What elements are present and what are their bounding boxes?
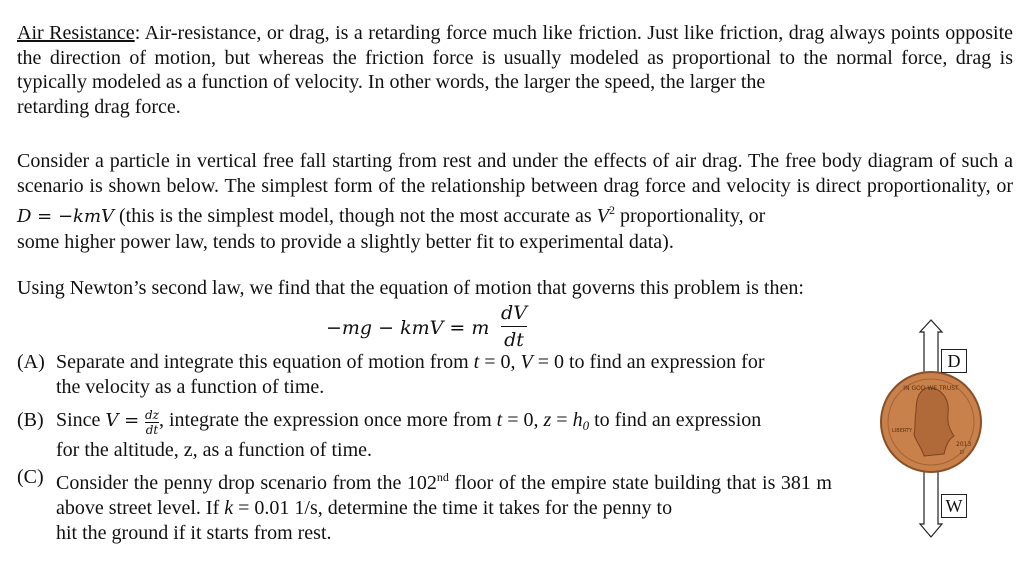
part-b-z-var: z bbox=[543, 409, 552, 431]
part-c-text-1: Consider the penny drop scenario from the 102 bbox=[56, 472, 437, 494]
coin-year: 2013 bbox=[956, 441, 972, 448]
consider-text-2: (this is the simplest model, though not the most accurate as bbox=[114, 205, 597, 227]
part-b-body bbox=[56, 408, 832, 463]
part-c-last-line: hit the ground if it starts from rest. bbox=[56, 522, 332, 544]
part-b-h-var: h bbox=[572, 409, 583, 431]
part-b-text-2: , integrate the expression once more from bbox=[158, 409, 497, 431]
coin-liberty: LIBERTY bbox=[892, 428, 913, 434]
newton-paragraph bbox=[17, 276, 1013, 301]
coin-mint-mark: D bbox=[960, 450, 964, 456]
part-b-text-5: to find an expression bbox=[589, 409, 762, 431]
part-b-denominator: dt bbox=[145, 423, 159, 437]
part-c-superscript: nd bbox=[436, 470, 449, 484]
intro-heading: Air Resistance bbox=[17, 22, 135, 44]
part-b-text-4: = bbox=[551, 409, 573, 431]
part-b-text-1: Since bbox=[56, 409, 106, 431]
part-c-text-2: floor of the empire state building that is 381 m above street level. If bbox=[56, 472, 832, 519]
weight-arrow bbox=[920, 464, 942, 537]
fraction-bar bbox=[501, 326, 527, 327]
part-a-t-var: t bbox=[473, 351, 480, 373]
part-a-text-3: = 0 to find an expression for bbox=[532, 351, 765, 373]
part-a-last-line: the velocity as a function of time. bbox=[56, 376, 325, 398]
part-b-text-3: = 0, bbox=[502, 409, 544, 431]
part-b-t-var: t bbox=[496, 409, 503, 431]
part-b-numerator: dz bbox=[144, 408, 159, 422]
penny-icon bbox=[881, 372, 981, 472]
equation-lhs: −mg − kmV = m bbox=[326, 317, 490, 339]
part-b-v-equals: V = bbox=[105, 410, 145, 431]
part-c-text-3: = 0.01 1/s, determine the time it takes for the penny to bbox=[233, 497, 673, 519]
part-c bbox=[17, 465, 832, 546]
equation-denominator: dt bbox=[504, 329, 524, 351]
consider-text-1: Consider a particle in vertical free fall starting from rest and under the effects of air drag. The free body diagram of such a scenario is shown below. The simplest form of the relationship between drag force and velocity is direct proportionality, or bbox=[17, 150, 1013, 197]
intro-text: : Air-resistance, or drag, is a retarding force much like friction. Just like friction, drag always points opposite the direction of motion, but whereas the friction force is usually modeled as proportional to the normal force, drag is typically modeled as a function of velocity. In other words, the larger the speed, the larger the bbox=[17, 22, 1013, 93]
newton-text: Using Newton’s second law, we find that the equation of motion that governs this problem is then: bbox=[17, 277, 804, 299]
part-b-label: (B) bbox=[17, 409, 44, 431]
part-c-body bbox=[56, 465, 832, 546]
consider-last-line: some higher power law, tends to provide a slightly better fit to experimental data). bbox=[17, 230, 674, 253]
part-a-text-2: = 0, bbox=[479, 351, 521, 373]
weight-force-label: W bbox=[941, 494, 967, 518]
equation-numerator: dV bbox=[501, 302, 527, 324]
drag-force-label: D bbox=[941, 349, 967, 373]
part-b-h-subscript: 0 bbox=[582, 418, 590, 433]
equation-fraction bbox=[501, 301, 527, 352]
drag-model-equation: D = −kmV bbox=[17, 206, 115, 227]
v-squared-exponent: 2 bbox=[608, 203, 615, 217]
part-a-body bbox=[56, 350, 832, 400]
consider-paragraph bbox=[17, 149, 1013, 254]
v-squared-base: V bbox=[596, 205, 609, 227]
part-a-label: (A) bbox=[17, 351, 45, 373]
consider-text-3: proportionality, or bbox=[614, 205, 766, 227]
part-b bbox=[17, 408, 832, 463]
part-a-text-1: Separate and integrate this equation of motion from bbox=[56, 351, 474, 373]
intro-paragraph bbox=[17, 21, 1013, 119]
part-b-fraction bbox=[145, 409, 159, 436]
part-a-v-var: V bbox=[520, 351, 533, 373]
part-a bbox=[17, 350, 832, 400]
part-c-k-var: k bbox=[224, 497, 234, 519]
free-body-diagram bbox=[876, 318, 1016, 540]
coin-motto: IN GOD WE TRUST bbox=[903, 385, 959, 392]
part-c-label: (C) bbox=[17, 466, 44, 488]
intro-last-line: retarding drag force. bbox=[17, 95, 181, 118]
part-b-last-line: for the altitude, z, as a function of time. bbox=[56, 439, 373, 461]
